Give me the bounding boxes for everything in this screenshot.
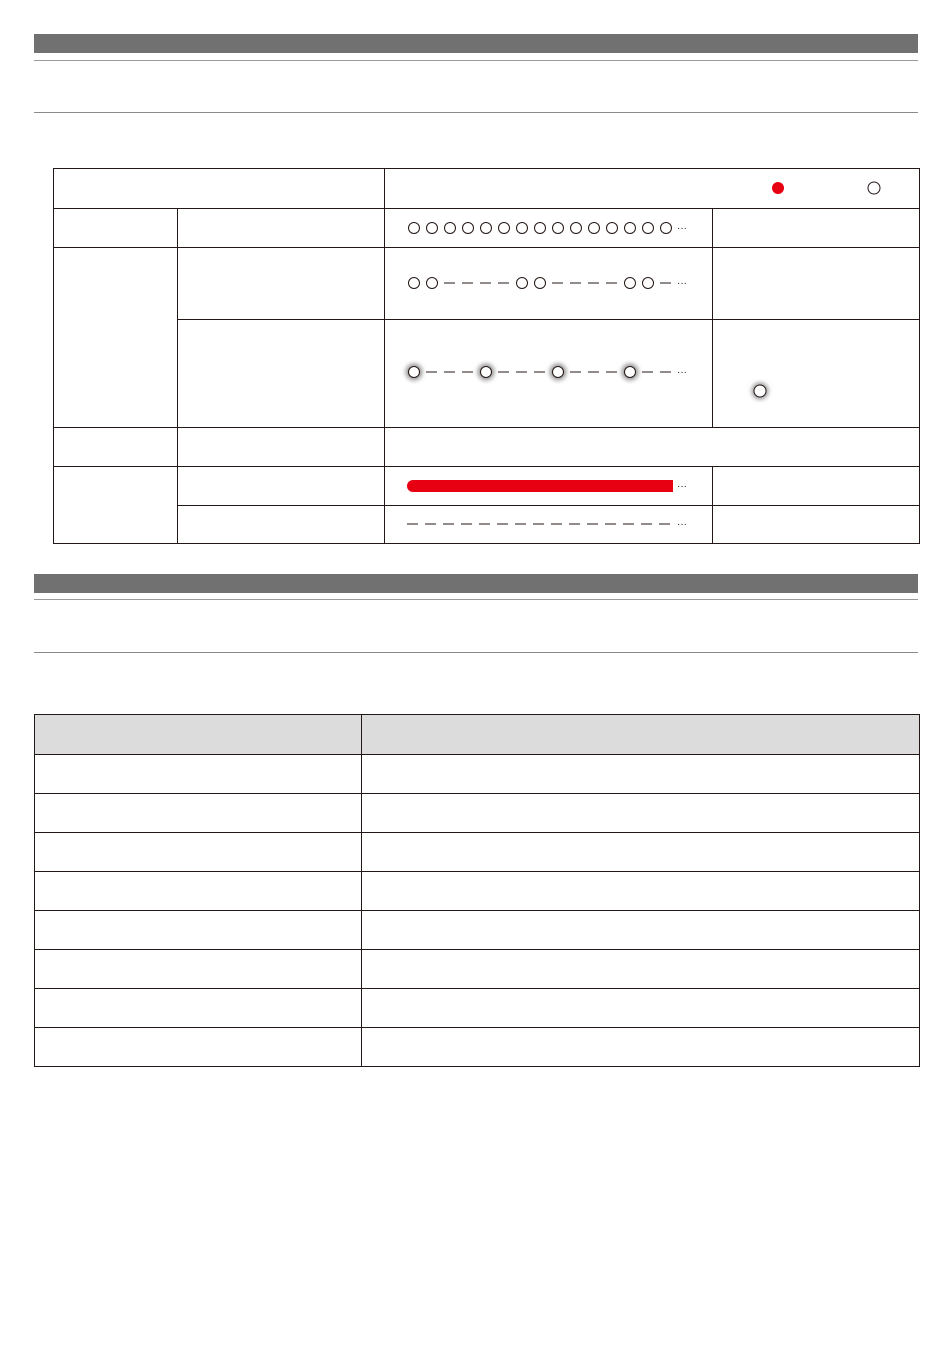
hollow-circle-icon — [571, 223, 582, 234]
hollow-circle-icon — [607, 223, 618, 234]
spec-value-cell — [362, 911, 920, 950]
hollow-circle-icon — [553, 367, 564, 378]
indicator-row-1-group — [54, 209, 178, 248]
indicator-row-5-state — [178, 467, 385, 506]
spec-header-row — [35, 715, 920, 755]
spec-value-cell — [362, 989, 920, 1028]
glowing-circle-icon — [754, 385, 766, 397]
spec-row — [35, 755, 920, 794]
pattern-off — [385, 506, 713, 544]
spec-value-cell — [362, 1028, 920, 1067]
section-rule-1a — [34, 60, 918, 61]
spec-value-cell — [362, 833, 920, 872]
hollow-circle-icon — [868, 182, 880, 194]
spec-item-cell — [35, 989, 362, 1028]
spec-row — [35, 794, 920, 833]
indicator-row-4-pattern — [385, 428, 920, 467]
hollow-circle-icon — [499, 223, 510, 234]
spec-item-cell — [35, 911, 362, 950]
ellipsis-mark: ··· — [677, 481, 687, 492]
indicator-row-3-state — [178, 320, 385, 428]
spec-value-cell — [362, 950, 920, 989]
indicator-legend-cell — [385, 169, 920, 209]
indicator-row-4-group — [54, 428, 178, 467]
hollow-circle-icon — [535, 223, 546, 234]
section-header-bar-2 — [34, 574, 918, 593]
hollow-circle-icon — [409, 367, 420, 378]
pattern-single-glow — [385, 320, 713, 428]
section-rule-2b — [34, 652, 918, 653]
indicator-row-2 — [54, 248, 920, 320]
steady-red-bar — [407, 480, 673, 492]
spec-value-cell — [362, 794, 920, 833]
section-rule-1b — [34, 112, 918, 113]
indicator-row-2-state — [178, 248, 385, 320]
hollow-circle-icon — [625, 278, 636, 289]
indicator-row-5-note — [713, 467, 920, 506]
hollow-circle-icon — [625, 223, 636, 234]
pattern-continuous-blink — [385, 209, 713, 248]
spec-row — [35, 950, 920, 989]
spec-row — [35, 833, 920, 872]
hollow-circle-icon — [481, 367, 492, 378]
indicator-row-5 — [54, 467, 920, 506]
hollow-circle-icon — [409, 278, 420, 289]
hollow-circle-icon — [625, 367, 636, 378]
spec-row — [35, 989, 920, 1028]
hollow-circle-icon — [553, 223, 564, 234]
indicator-row-1-note — [713, 209, 920, 248]
spec-value-cell — [362, 755, 920, 794]
hollow-circle-icon — [481, 223, 492, 234]
pattern-double-blink — [385, 248, 713, 320]
pattern-steady-red — [385, 467, 713, 506]
spec-row — [35, 1028, 920, 1067]
indicator-row-2-note — [713, 248, 920, 320]
spec-table — [34, 714, 920, 1067]
indicator-row-6-note — [713, 506, 920, 544]
red-filled-circle-icon — [772, 182, 784, 194]
hollow-circle-icon — [643, 223, 654, 234]
hollow-circle-icon — [643, 278, 654, 289]
spec-item-cell — [35, 950, 362, 989]
hollow-circle-icon — [445, 223, 456, 234]
indicator-row-1-state — [178, 209, 385, 248]
hollow-circle-icon — [517, 278, 528, 289]
hollow-circle-icon — [427, 278, 438, 289]
hollow-circle-icon — [409, 223, 420, 234]
ellipsis-mark: ··· — [677, 278, 687, 289]
spec-header-item — [35, 715, 362, 755]
spec-row — [35, 872, 920, 911]
indicator-header-row — [54, 169, 920, 209]
section-rule-2a — [34, 599, 918, 600]
indicator-row-2-group — [54, 248, 178, 428]
indicator-row-5-group — [54, 467, 178, 544]
ellipsis-mark: ··· — [677, 519, 687, 530]
ellipsis-mark: ··· — [677, 367, 687, 378]
spec-item-cell — [35, 833, 362, 872]
indicator-row-6-state — [178, 506, 385, 544]
indicator-row-1 — [54, 209, 920, 248]
hollow-circle-icon — [589, 223, 600, 234]
spec-item-cell — [35, 794, 362, 833]
hollow-circle-icon — [463, 223, 474, 234]
indicator-table — [53, 168, 920, 544]
ellipsis-mark: ··· — [677, 223, 687, 234]
indicator-row-4-state — [178, 428, 385, 467]
hollow-circle-icon — [535, 278, 546, 289]
spec-value-cell — [362, 872, 920, 911]
spec-item-cell — [35, 872, 362, 911]
spec-row — [35, 911, 920, 950]
indicator-header-label — [54, 169, 385, 209]
section-header-bar-1 — [34, 34, 918, 53]
hollow-circle-icon — [517, 223, 528, 234]
spec-item-cell — [35, 755, 362, 794]
hollow-circle-icon — [427, 223, 438, 234]
indicator-row-3 — [54, 320, 920, 428]
indicator-row-4 — [54, 428, 920, 467]
indicator-row-6 — [54, 506, 920, 544]
hollow-circle-icon — [661, 223, 672, 234]
spec-item-cell — [35, 1028, 362, 1067]
indicator-row-3-note — [713, 320, 920, 428]
spec-header-value — [362, 715, 920, 755]
